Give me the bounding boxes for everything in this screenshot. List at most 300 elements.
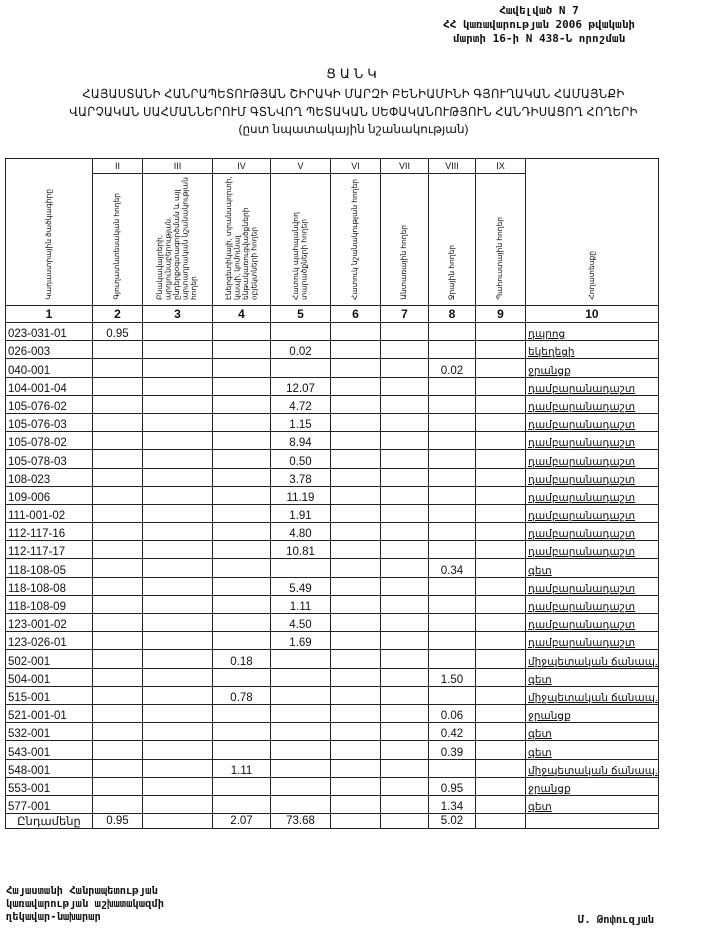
reserve-value [476,704,526,722]
forest-value [381,723,429,741]
settlement-value [143,541,213,559]
cadastral-code: 040-001 [6,359,93,377]
settlement-value [143,650,213,668]
energy-value [213,468,271,486]
reserve-value [476,413,526,431]
energy-value [213,432,271,450]
settlement-value [143,704,213,722]
header-land-type: Հողատեսքը [526,159,659,306]
protected-value [271,323,331,341]
land-type: դամբարանադաշտ [526,595,659,613]
land-type: գետ [526,668,659,686]
protected-value [271,759,331,777]
special-value [331,541,381,559]
total-protected: 73.68 [271,814,331,829]
settlement-value [143,323,213,341]
forest-value [381,377,429,395]
reserve-value [476,668,526,686]
table-row [6,323,659,341]
energy-value [213,668,271,686]
reserve-value [476,395,526,413]
agricultural-value [93,559,143,577]
table-row [6,377,659,395]
energy-value [213,323,271,341]
water-value: 0.42 [429,723,476,741]
special-value [331,323,381,341]
reserve-value [476,450,526,468]
protected-value [271,359,331,377]
list-title: ՑԱՆԿ [326,66,381,81]
settlement-value [143,468,213,486]
signatory-line-2: կառավարության աշխատակազմի [6,898,165,910]
reserve-value [476,559,526,577]
table-row [6,668,659,686]
forest-value [381,577,429,595]
table-row [6,504,659,522]
header-cadastral-code: Կադաստրային ծածկագիրը [6,159,93,306]
protected-value: 5.49 [271,577,331,595]
cadastral-code: 543-001 [6,741,93,759]
land-type: ջրանցք [526,704,659,722]
water-value [429,632,476,650]
settlement-value [143,795,213,813]
table-row [6,559,659,577]
roman-header: II [93,159,143,174]
water-value [429,323,476,341]
forest-value [381,559,429,577]
protected-value [271,777,331,795]
table-row [6,704,659,722]
special-value [331,504,381,522]
reserve-value [476,323,526,341]
total-energy: 2.07 [213,814,271,829]
settlement-value [143,450,213,468]
protected-value [271,741,331,759]
agricultural-value [93,668,143,686]
forest-value [381,795,429,813]
settlement-value [143,595,213,613]
agricultural-value [93,577,143,595]
settlement-value [143,577,213,595]
header-forest: Անտառային հողեր [381,174,429,306]
protected-value: 1.15 [271,413,331,431]
reserve-value [476,795,526,813]
protected-value [271,723,331,741]
settlement-value [143,504,213,522]
header-settlement-industrial: Բնակավայրերի, արդյունաբերության, ընդերքօգտագործման և այլ արտադրական նշանակության հողեր [143,174,213,306]
agricultural-value [93,595,143,613]
protected-value: 0.50 [271,450,331,468]
energy-value [213,359,271,377]
energy-value [213,504,271,522]
table-row [6,486,659,504]
special-value [331,595,381,613]
reserve-value [476,759,526,777]
protected-value: 0.02 [271,341,331,359]
protected-value: 4.72 [271,395,331,413]
agricultural-value [93,504,143,522]
cadastral-code: 105-078-03 [6,450,93,468]
protected-value [271,668,331,686]
land-type: դամբարանադաշտ [526,523,659,541]
water-value [429,650,476,668]
special-value [331,450,381,468]
table-row [6,341,659,359]
forest-value [381,541,429,559]
cadastral-code: 105-076-03 [6,413,93,431]
forest-value [381,668,429,686]
signatory-name: Մ. Թոփուզյան [578,914,654,926]
protected-value [271,704,331,722]
table-row [6,795,659,813]
cadastral-code: 111-001-02 [6,504,93,522]
cadastral-code: 023-031-01 [6,323,93,341]
annex-line-3: մարտի 16-ի N 438-Ն որոշման [452,32,626,45]
reserve-value [476,777,526,795]
energy-value [213,577,271,595]
agricultural-value [93,686,143,704]
special-value [331,632,381,650]
total-settlement [143,814,213,829]
roman-header: III [143,159,213,174]
agricultural-value [93,523,143,541]
land-type: դամբարանադաշտ [526,504,659,522]
energy-value: 1.11 [213,759,271,777]
energy-value [213,541,271,559]
reserve-value [476,432,526,450]
table-row [6,650,659,668]
settlement-value [143,632,213,650]
land-type: գետ [526,559,659,577]
forest-value [381,413,429,431]
agricultural-value [93,614,143,632]
reserve-value [476,632,526,650]
settlement-value [143,486,213,504]
table-row [6,577,659,595]
water-value [429,377,476,395]
water-value [429,614,476,632]
agricultural-value [93,795,143,813]
cadastral-code: 123-001-02 [6,614,93,632]
land-type: միջպետական ճանապ. [526,759,659,777]
cadastral-code: 521-001-01 [6,704,93,722]
header-special-purpose: Հատուկ նշանակության հողեր [331,174,381,306]
water-value [429,523,476,541]
land-type: դամբարանադաշտ [526,486,659,504]
agricultural-value [93,777,143,795]
energy-value [213,704,271,722]
forest-value [381,686,429,704]
table-row [6,359,659,377]
special-value [331,704,381,722]
energy-value [213,450,271,468]
cadastral-code: 026-003 [6,341,93,359]
agricultural-value [93,632,143,650]
water-value: 0.95 [429,777,476,795]
reserve-value [476,723,526,741]
special-value [331,359,381,377]
table-row [6,541,659,559]
water-value [429,341,476,359]
cadastral-code: 502-001 [6,650,93,668]
land-type: դամբարանադաշտ [526,450,659,468]
protected-value [271,559,331,577]
energy-value [213,377,271,395]
special-value [331,341,381,359]
agricultural-value: 0.95 [93,323,143,341]
total-special [331,814,381,829]
agricultural-value [93,432,143,450]
total-forest [381,814,429,829]
water-value [429,541,476,559]
forest-value [381,777,429,795]
table-row [6,741,659,759]
forest-value [381,523,429,541]
forest-value [381,359,429,377]
table-row [6,777,659,795]
protected-value: 8.94 [271,432,331,450]
roman-header: VI [331,159,381,174]
forest-value [381,632,429,650]
forest-value [381,504,429,522]
settlement-value [143,432,213,450]
cadastral-code: 104-001-04 [6,377,93,395]
agricultural-value [93,650,143,668]
roman-header: VII [381,159,429,174]
signatory-line-3: ղեկավար-նախարար [6,911,101,923]
agricultural-value [93,377,143,395]
special-value [331,686,381,704]
cadastral-code: 112-117-16 [6,523,93,541]
land-type: գետ [526,795,659,813]
energy-value [213,795,271,813]
special-value [331,486,381,504]
signatory-line-1: Հայաստանի Հանրապետության [6,885,158,897]
special-value [331,795,381,813]
forest-value [381,468,429,486]
roman-header: VIII [429,159,476,174]
land-type: դամբարանադաշտ [526,541,659,559]
column-number: 1 [6,306,93,323]
settlement-value [143,377,213,395]
special-value [331,723,381,741]
forest-value [381,614,429,632]
reserve-value [476,741,526,759]
cadastral-code: 118-108-08 [6,577,93,595]
cadastral-code: 118-108-09 [6,595,93,613]
special-value [331,577,381,595]
cadastral-code: 109-006 [6,486,93,504]
agricultural-value [93,741,143,759]
forest-value [381,486,429,504]
land-type: դամբարանադաշտ [526,577,659,595]
column-number: 8 [429,306,476,323]
forest-value [381,704,429,722]
land-type: դամբարանադաշտ [526,432,659,450]
signatory-title [6,885,164,924]
water-value [429,432,476,450]
water-value: 1.34 [429,795,476,813]
agricultural-value [93,541,143,559]
forest-value [381,395,429,413]
cadastral-code: 118-108-05 [6,559,93,577]
roman-header: IV [213,159,271,174]
table-row [6,450,659,468]
land-type: դամբարանադաշտ [526,632,659,650]
settlement-value [143,741,213,759]
land-type: ջրանցք [526,359,659,377]
land-type: միջպետական ճանապ. [526,686,659,704]
cadastral-code: 548-001 [6,759,93,777]
energy-value [213,395,271,413]
special-value [331,523,381,541]
table-row [6,723,659,741]
table-row [6,413,659,431]
table-row [6,614,659,632]
energy-value [213,523,271,541]
total-water: 5.02 [429,814,476,829]
protected-value: 3.78 [271,468,331,486]
land-type: դամբարանադաշտ [526,413,659,431]
total-row [6,814,659,829]
header-reserve: Պահուստային հողեր [476,174,526,306]
roman-header: V [271,159,331,174]
header-water: Ջրային հողեր [429,174,476,306]
energy-value [213,741,271,759]
table-row [6,468,659,486]
agricultural-value [93,413,143,431]
settlement-value [143,559,213,577]
water-value [429,468,476,486]
cadastral-code: 123-026-01 [6,632,93,650]
settlement-value [143,614,213,632]
land-type: դամբարանադաշտ [526,377,659,395]
header-protected-areas: Հատուկ պահպանվող տարածքների հողեր [271,174,331,306]
header-agricultural: Գյուղատնտեսական հողեր [93,174,143,306]
water-value [429,686,476,704]
table-row [6,395,659,413]
water-value [429,413,476,431]
protected-value: 10.81 [271,541,331,559]
protected-value: 4.50 [271,614,331,632]
forest-value [381,450,429,468]
land-type: եկեղեցի [526,341,659,359]
water-value: 0.02 [429,359,476,377]
energy-value [213,559,271,577]
water-value [429,395,476,413]
protected-value [271,795,331,813]
agricultural-value [93,359,143,377]
settlement-value [143,523,213,541]
reserve-value [476,377,526,395]
table-row [6,686,659,704]
cadastral-code: 515-001 [6,686,93,704]
reserve-value [476,468,526,486]
land-type: ջրանցք [526,777,659,795]
column-number: 9 [476,306,526,323]
energy-value [213,595,271,613]
cadastral-code: 532-001 [6,723,93,741]
land-type: դպրոց [526,323,659,341]
water-value [429,486,476,504]
forest-value [381,595,429,613]
column-number: 2 [93,306,143,323]
total-reserve [476,814,526,829]
document-title-line-2: ՎԱՐՉԱԿԱՆ ՍԱՀՄԱՆՆԵՐՈՒՄ ԳՏՆՎՈՂ ՊԵՏԱԿԱՆ ՍԵՓԱԿԱՆՈՒԹՅՈՒՆ ՀԱՆԴԻՍԱՑՈՂ ՀՈՂԵՐԻ [69,105,638,119]
header-energy-transport: Էներգետիկայի, տրանսպորտի, կապի, կոմունալ ենթակառուցվածքների օբյեկտների հողեր [213,174,271,306]
agricultural-value [93,450,143,468]
reserve-value [476,486,526,504]
reserve-value [476,595,526,613]
table-row [6,432,659,450]
energy-value [213,486,271,504]
document-subtitle: (ըստ նպատակային նշանակության) [238,122,469,136]
energy-value [213,777,271,795]
energy-value [213,413,271,431]
total-agricultural: 0.95 [93,814,143,829]
land-type: դամբարանադաշտ [526,395,659,413]
agricultural-value [93,341,143,359]
land-type: դամբարանադաշտ [526,614,659,632]
protected-value: 4.80 [271,523,331,541]
water-value [429,595,476,613]
special-value [331,614,381,632]
energy-value: 0.78 [213,686,271,704]
special-value [331,468,381,486]
land-type: գետ [526,741,659,759]
cadastral-code: 105-076-02 [6,395,93,413]
agricultural-value [93,395,143,413]
special-value [331,377,381,395]
forest-value [381,341,429,359]
annex-line-1: Հավելված N 7 [499,4,579,17]
cadastral-code: 108-023 [6,468,93,486]
column-number: 10 [526,306,659,323]
settlement-value [143,341,213,359]
protected-value: 1.11 [271,595,331,613]
reserve-value [476,523,526,541]
energy-value: 0.18 [213,650,271,668]
annex-line-2: ՀՀ կառավարության 2006 թվականի [442,18,636,31]
energy-value [213,614,271,632]
settlement-value [143,777,213,795]
protected-value: 12.07 [271,377,331,395]
water-value [429,504,476,522]
protected-value: 11.19 [271,486,331,504]
water-value: 0.06 [429,704,476,722]
reserve-value [476,577,526,595]
column-number: 5 [271,306,331,323]
table-row [6,759,659,777]
special-value [331,559,381,577]
column-number: 7 [381,306,429,323]
energy-value [213,632,271,650]
settlement-value [143,359,213,377]
agricultural-value [93,704,143,722]
roman-header: IX [476,159,526,174]
cadastral-code: 577-001 [6,795,93,813]
special-value [331,777,381,795]
reserve-value [476,614,526,632]
special-value [331,759,381,777]
protected-value: 1.91 [271,504,331,522]
water-value [429,450,476,468]
settlement-value [143,686,213,704]
total-label: Ընդամենը [6,814,93,829]
water-value [429,577,476,595]
special-value [331,650,381,668]
agricultural-value [93,486,143,504]
